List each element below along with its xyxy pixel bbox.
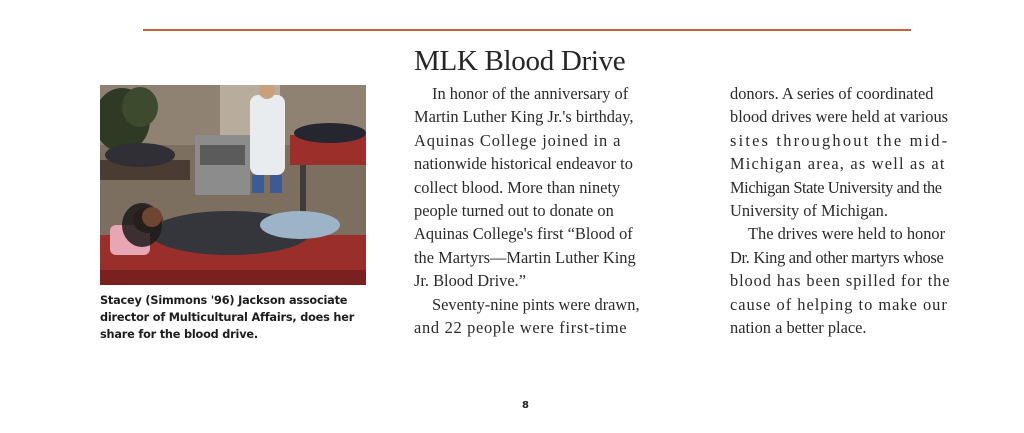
text-line: Martin Luther King Jr.'s birthday,: [414, 107, 634, 127]
text-line: nation a better place.: [730, 318, 867, 338]
text-line: donors. A series of coordinated: [730, 84, 934, 103]
text-line: collect blood. More than ninety: [414, 177, 621, 197]
text-line: Michigan State University and the: [730, 177, 942, 197]
article-column-2: [730, 82, 1005, 339]
text-line: University of Michigan.: [730, 201, 888, 221]
page-number: 8: [522, 400, 529, 411]
photo-caption: Stacey (Simmons '96) Jackson associate director of Multicultural Affairs, does her share for the blood drive.: [100, 294, 355, 341]
top-rule: [143, 29, 911, 31]
text-line: Seventy-nine pints were drawn,: [432, 294, 640, 314]
article-title: MLK Blood Drive: [414, 45, 626, 77]
blood-drive-photo: [100, 85, 366, 285]
text-line: blood drives were held at various: [730, 107, 949, 127]
article-column-1: [414, 82, 680, 339]
text-line: the Martyrs—Martin Luther King: [414, 247, 636, 267]
text-line: In honor of the anniversary of: [432, 84, 629, 103]
text-line: Dr. King and other martyrs whose: [730, 247, 944, 267]
text-line: sites throughout the mid-: [730, 130, 950, 150]
text-line: blood has been spilled for the: [730, 271, 951, 291]
text-line: Aquinas College's first “Blood of: [414, 224, 633, 244]
photo-illustration: [100, 85, 366, 285]
text-line: The drives were held to honor: [748, 224, 946, 244]
text-line: and 22 people were first-time: [414, 318, 628, 338]
text-line: cause of helping to make our: [730, 294, 948, 314]
text-line: nationwide historical endeavor to: [414, 154, 633, 174]
text-line: Aquinas College joined in a: [414, 130, 622, 150]
text-line: Michigan area, as well as at: [730, 154, 946, 174]
text-line: Jr. Blood Drive.”: [414, 271, 526, 291]
text-line: people turned out to donate on: [414, 201, 614, 221]
